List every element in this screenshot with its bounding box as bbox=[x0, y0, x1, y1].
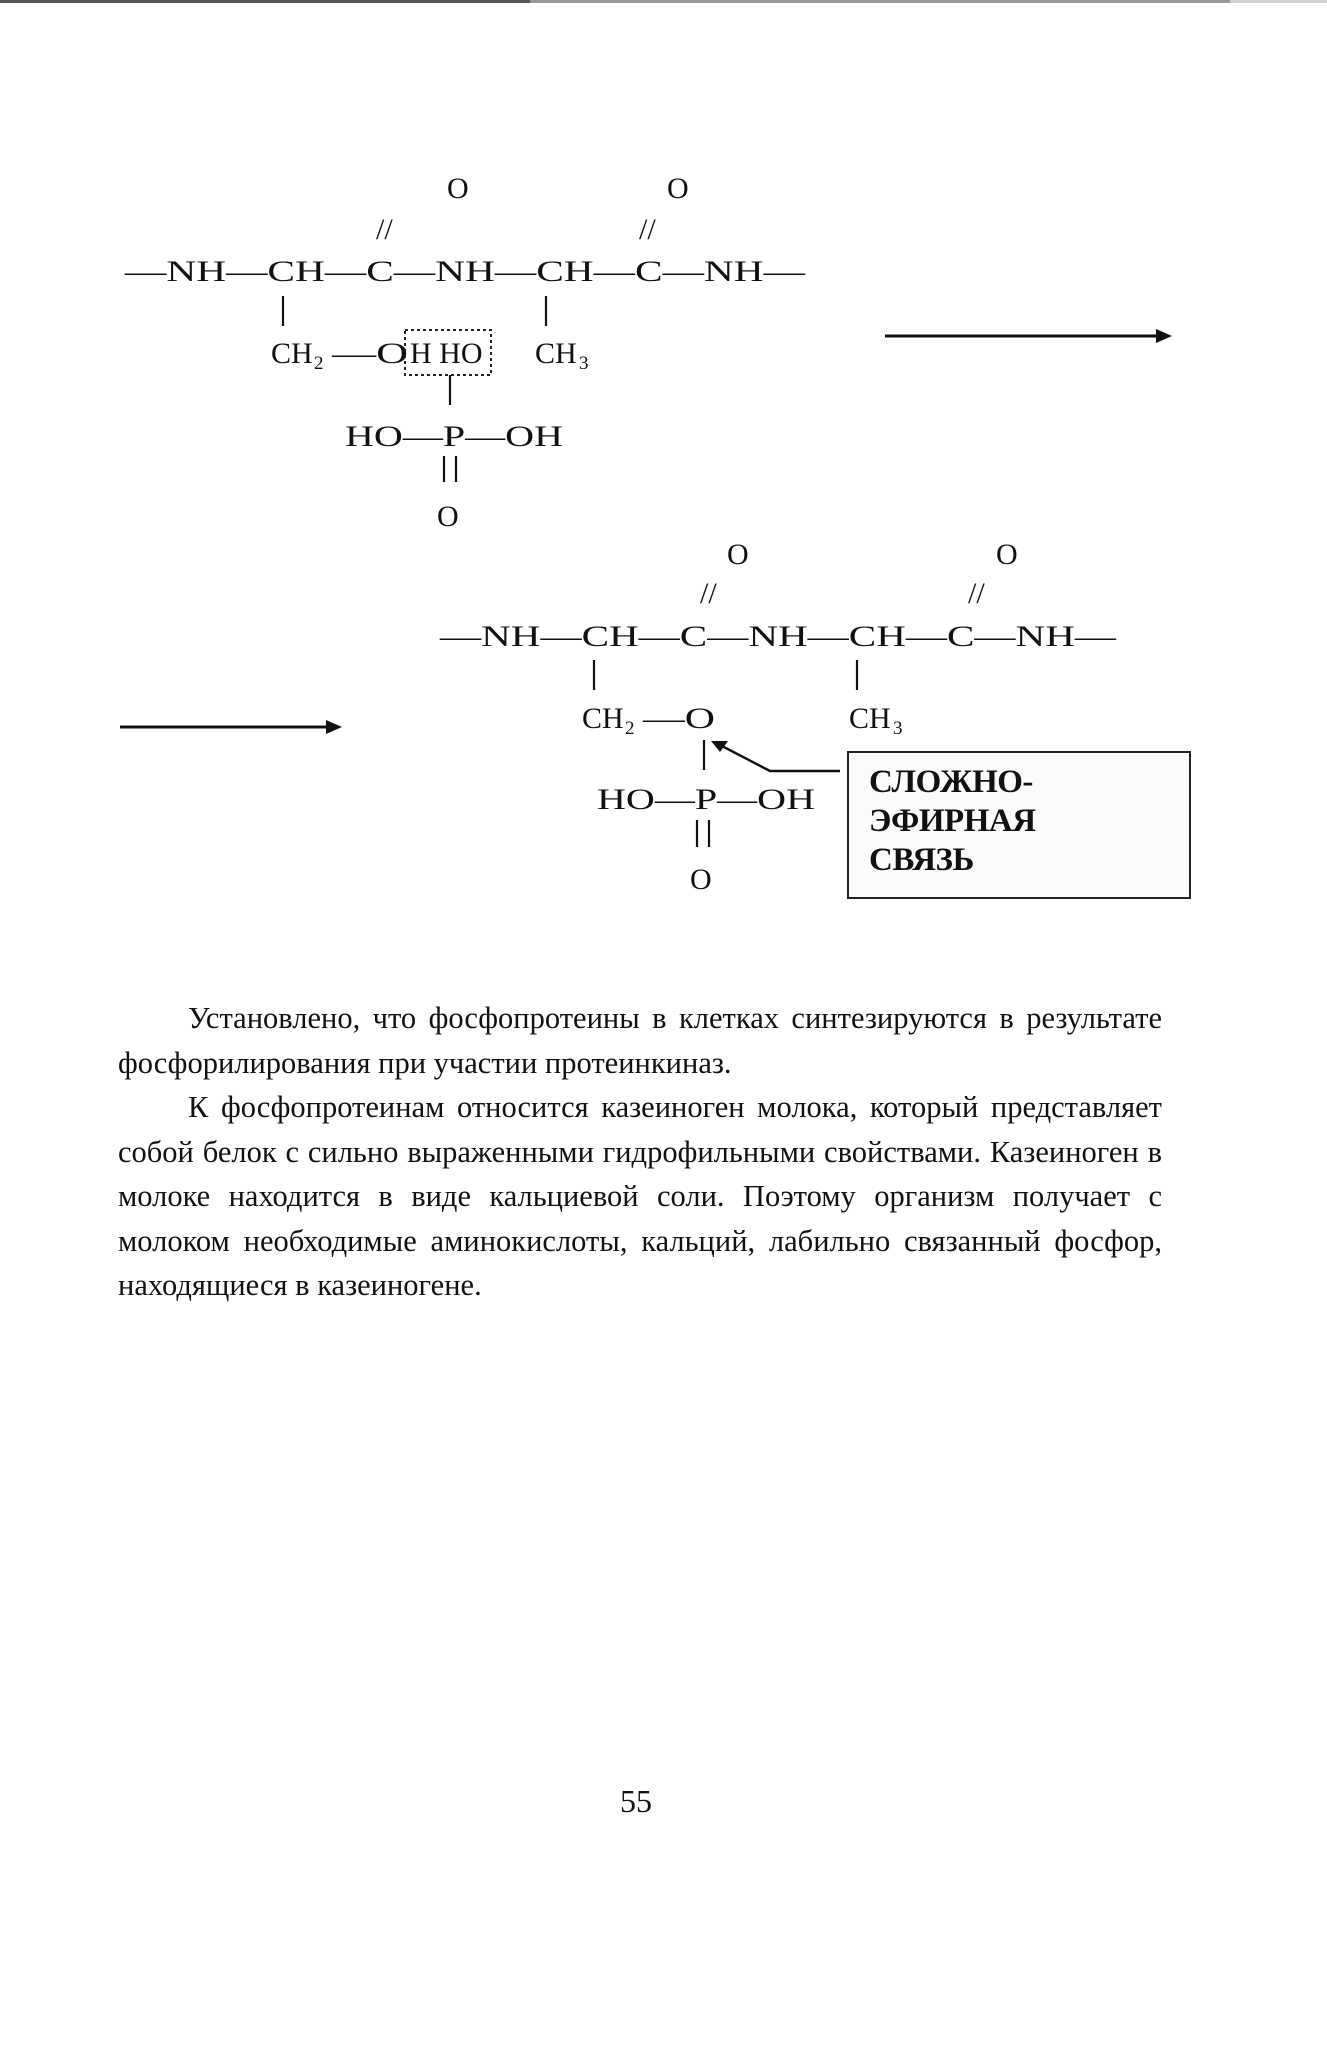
product-alanine-ch3-subscript: 3 bbox=[893, 718, 903, 739]
product-peptide-chain: —NH—CH—C—NH—CH—C—NH— bbox=[438, 620, 1118, 653]
page-number: 55 bbox=[620, 1783, 652, 1819]
callout-line-2: ЭФИРНАЯ bbox=[869, 803, 1036, 839]
carbonyl-o-2: O bbox=[667, 172, 689, 205]
double-bond-1: // bbox=[376, 213, 393, 246]
peptide-chain: —NH—CH—C—NH—CH—C—NH— bbox=[123, 255, 807, 288]
serine-ch2: CH bbox=[271, 337, 313, 370]
callout-line-1: СЛОЖНО- bbox=[869, 764, 1033, 800]
product-serine-ch2-subscript: 2 bbox=[625, 718, 635, 739]
paragraph-1: Установлено, что фосфопротеины в клетках синтезируются в результате фосфорилирования при участии протеинкиназ. bbox=[118, 1001, 1162, 1080]
product-phosphoryl-oxygen: O bbox=[690, 863, 712, 896]
carbonyl-o-1: O bbox=[447, 172, 469, 205]
callout-label bbox=[869, 763, 1036, 880]
callout-pointer bbox=[711, 741, 840, 771]
product-carbonyl-o-2: O bbox=[996, 538, 1018, 571]
product-ester-oxygen: —O bbox=[641, 702, 715, 735]
body-text bbox=[118, 996, 1162, 1308]
reaction-arrow-right bbox=[885, 329, 1172, 343]
ester-bond-callout bbox=[847, 751, 1191, 899]
alanine-ch3-subscript: 3 bbox=[579, 353, 589, 374]
phosphoryl-oxygen: O bbox=[437, 500, 459, 533]
reactant-structure bbox=[124, 172, 807, 533]
callout-line-3: СВЯЗЬ bbox=[869, 842, 974, 878]
paragraph-2: К фосфопротеинам относится казеиноген молока, который представляет собой белок с сильно выраженными гидрофильными свойствами. Казеиноген в молоке находится в виде кальциевой соли. Поэтому организм получает с молоком необходимые аминокислоты, кальций, лабильно связанный фосфор, находящиеся в казеиногене. bbox=[118, 1090, 1162, 1302]
product-serine-ch2: CH bbox=[582, 702, 624, 735]
eliminated-water-group: H HO bbox=[410, 337, 483, 370]
serine-ch2-subscript: 2 bbox=[314, 353, 324, 374]
product-alanine-ch3: CH bbox=[849, 702, 891, 735]
product-phosphate: HO—P—OH bbox=[597, 783, 815, 816]
product-carbonyl-o-1: O bbox=[727, 538, 749, 571]
phosphoric-acid: HO—P—OH bbox=[345, 420, 563, 453]
product-double-bond-1: // bbox=[700, 577, 717, 610]
serine-oxygen-bond: —O bbox=[330, 337, 408, 370]
alanine-ch3: CH bbox=[535, 337, 577, 370]
reaction-arrow-continue bbox=[120, 720, 342, 734]
product-double-bond-2: // bbox=[968, 577, 985, 610]
double-bond-2: // bbox=[639, 213, 656, 246]
